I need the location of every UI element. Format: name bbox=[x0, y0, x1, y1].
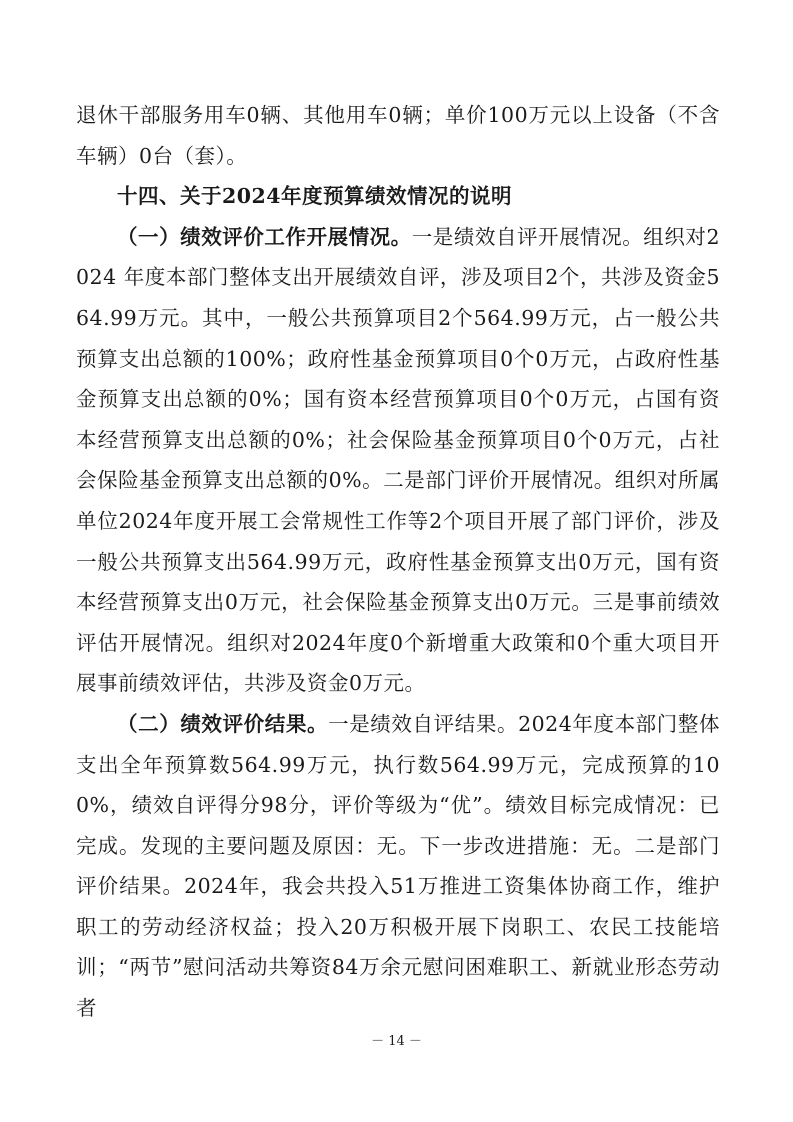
continuation-paragraph: 退休干部服务用车0辆、其他用车0辆；单价100万元以上设备（不含车辆）0台（套）。 bbox=[76, 103, 720, 168]
subsection-2-heading: （二）绩效评价结果。 bbox=[117, 711, 329, 736]
document-body bbox=[76, 95, 720, 1029]
subsection-1-heading: （一）绩效评价工作开展情况。 bbox=[117, 224, 412, 249]
page-number: － 14 － bbox=[371, 1034, 422, 1049]
section-heading: 十四、关于2024年度预算绩效情况的说明 bbox=[117, 184, 513, 209]
subsection-1-paragraph bbox=[76, 217, 720, 704]
subsection-1-text: 一是绩效自评开展情况。组织对2024 年度本部门整体支出开展绩效自评，涉及项目2个，共涉及资金564.99万元。其中，一般公共预算项目2个564.99万元，占一般公共预算支出总额的100%；政府性基金预算项目0个0万元，占政府性基金预算支出总额的0%；国有资本经营预算项目0个0万元，占国有资本经营预算支出总额的0%；社会保险基金预算项目0个0万元，占社会保险基金预算支出总额的0%。二是部门评价开展情况。组织对所属单位2024年度开展工会常规性工作等2个项目开展了部门评价，涉及一般公共预算支出564.99万元，政府性基金预算支出0万元，国有资本经营预算支出0万元，社会保险基金预算支出0万元。三是事前绩效评估开展情况。组织对2024年度0个新增重大政策和0个重大项目开展事前绩效评估，共涉及资金0万元。 bbox=[76, 224, 721, 696]
subsection-2-text: 一是绩效自评结果。2024年度本部门整体支出全年预算数564.99万元，执行数564.99万元，完成预算的100%，绩效自评得分98分，评价等级为“优”。绩效目标完成情况：已完成。发现的主要问题及原因：无。下一步改进措施：无。二是部门评价结果。2024年，我会共投入51万推进工资集体协商工作，维护职工的劳动经济权益；投入20万积极开展下岗职工、农民工技能培训；“两节”慰问活动共筹资84万余元慰问困难职工、新就业形态劳动者 bbox=[76, 711, 721, 1021]
subsection-2-paragraph bbox=[76, 704, 720, 1029]
